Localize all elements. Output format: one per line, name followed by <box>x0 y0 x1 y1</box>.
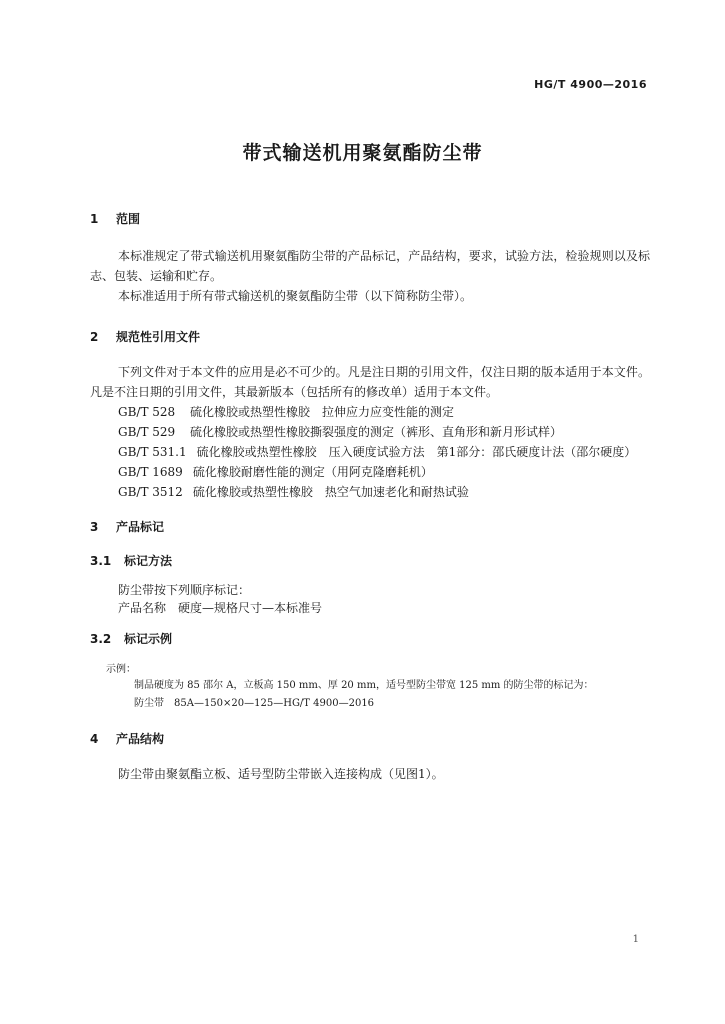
section-heading-3 <box>90 518 164 535</box>
section-number: 2 <box>90 330 99 344</box>
reference-item <box>118 442 636 462</box>
reference-code: GB/T 529 <box>118 425 176 439</box>
section-heading-2 <box>90 328 200 345</box>
section-heading-1 <box>90 210 140 227</box>
reference-item <box>118 462 433 482</box>
example-marking: 防尘带 85A—150×20—125—HG/T 4900—2016 <box>134 698 375 709</box>
standard-code: HG/T 4900—2016 <box>534 78 647 91</box>
subsection-title: 标记示例 <box>124 632 173 646</box>
subsection-heading-3-2 <box>90 630 172 647</box>
paragraph-scope-2: 本标准适用于所有带式输送机的聚氨酯防尘带（以下简称防尘带）。 <box>118 289 473 303</box>
subsection-heading-3-1 <box>90 552 172 569</box>
marking-method-line-2: 产品名称 硬度—规格尺寸—本标准号 <box>118 601 323 615</box>
reference-title: 硫化橡胶或热塑性橡胶 热空气加速老化和耐热试验 <box>192 485 469 499</box>
document-title: 带式输送机用聚氨酯防尘带 <box>242 142 483 164</box>
section-title: 产品结构 <box>116 732 165 746</box>
marking-method-line-1: 防尘带按下列顺序标记： <box>118 583 251 597</box>
section-number: 1 <box>90 212 99 226</box>
reference-title: 硫化橡胶或热塑性橡胶 压入硬度试验方法 第1部分：邵氏硬度计法（邵尔硬度） <box>196 445 637 459</box>
reference-code: GB/T 3512 <box>118 485 183 499</box>
section-title: 规范性引用文件 <box>116 330 201 344</box>
subsection-number: 3.1 <box>90 554 112 568</box>
reference-title: 硫化橡胶或热塑性橡胶撕裂强度的测定（裤形、直角形和新月形试样） <box>190 425 563 439</box>
paragraph-references-intro: 下列文件对于本文件的应用是必不可少的。凡是注日期的引用文件，仅注日期的版本适用于本文件。凡是不注日期的引用文件，其最新版本（包括所有的修改单）适用于本文件。 <box>90 365 650 399</box>
subsection-title: 标记方法 <box>124 554 173 568</box>
section-number: 4 <box>90 732 99 746</box>
page-number: 1 <box>632 934 639 945</box>
reference-code: GB/T 528 <box>118 405 176 419</box>
reference-title: 硫化橡胶或热塑性橡胶 拉伸应力应变性能的测定 <box>190 405 455 419</box>
section-title: 产品标记 <box>116 520 165 534</box>
section-title: 范围 <box>116 212 141 226</box>
reference-item <box>118 422 562 442</box>
reference-code: GB/T 531.1 <box>118 445 187 459</box>
section-heading-4 <box>90 730 164 747</box>
paragraph-structure: 防尘带由聚氨酯立板、适号型防尘带嵌入连接构成（见图1）。 <box>118 767 444 781</box>
reference-item <box>118 402 454 422</box>
reference-code: GB/T 1689 <box>118 465 183 479</box>
section-number: 3 <box>90 520 99 534</box>
reference-item <box>118 482 469 502</box>
example-label: 示例： <box>106 664 136 675</box>
subsection-number: 3.2 <box>90 632 112 646</box>
example-description: 制品硬度为 85 邵尔 A，立板高 150 mm、厚 20 mm，适号型防尘带宽 125 mm 的防尘带的标记为： <box>134 680 594 691</box>
paragraph-scope-1: 本标准规定了带式输送机用聚氨酯防尘带的产品标记，产品结构，要求，试验方法，检验规则以及标志、包装、运输和贮存。 <box>90 249 650 283</box>
reference-title: 硫化橡胶耐磨性能的测定（用阿克隆磨耗机） <box>192 465 433 479</box>
